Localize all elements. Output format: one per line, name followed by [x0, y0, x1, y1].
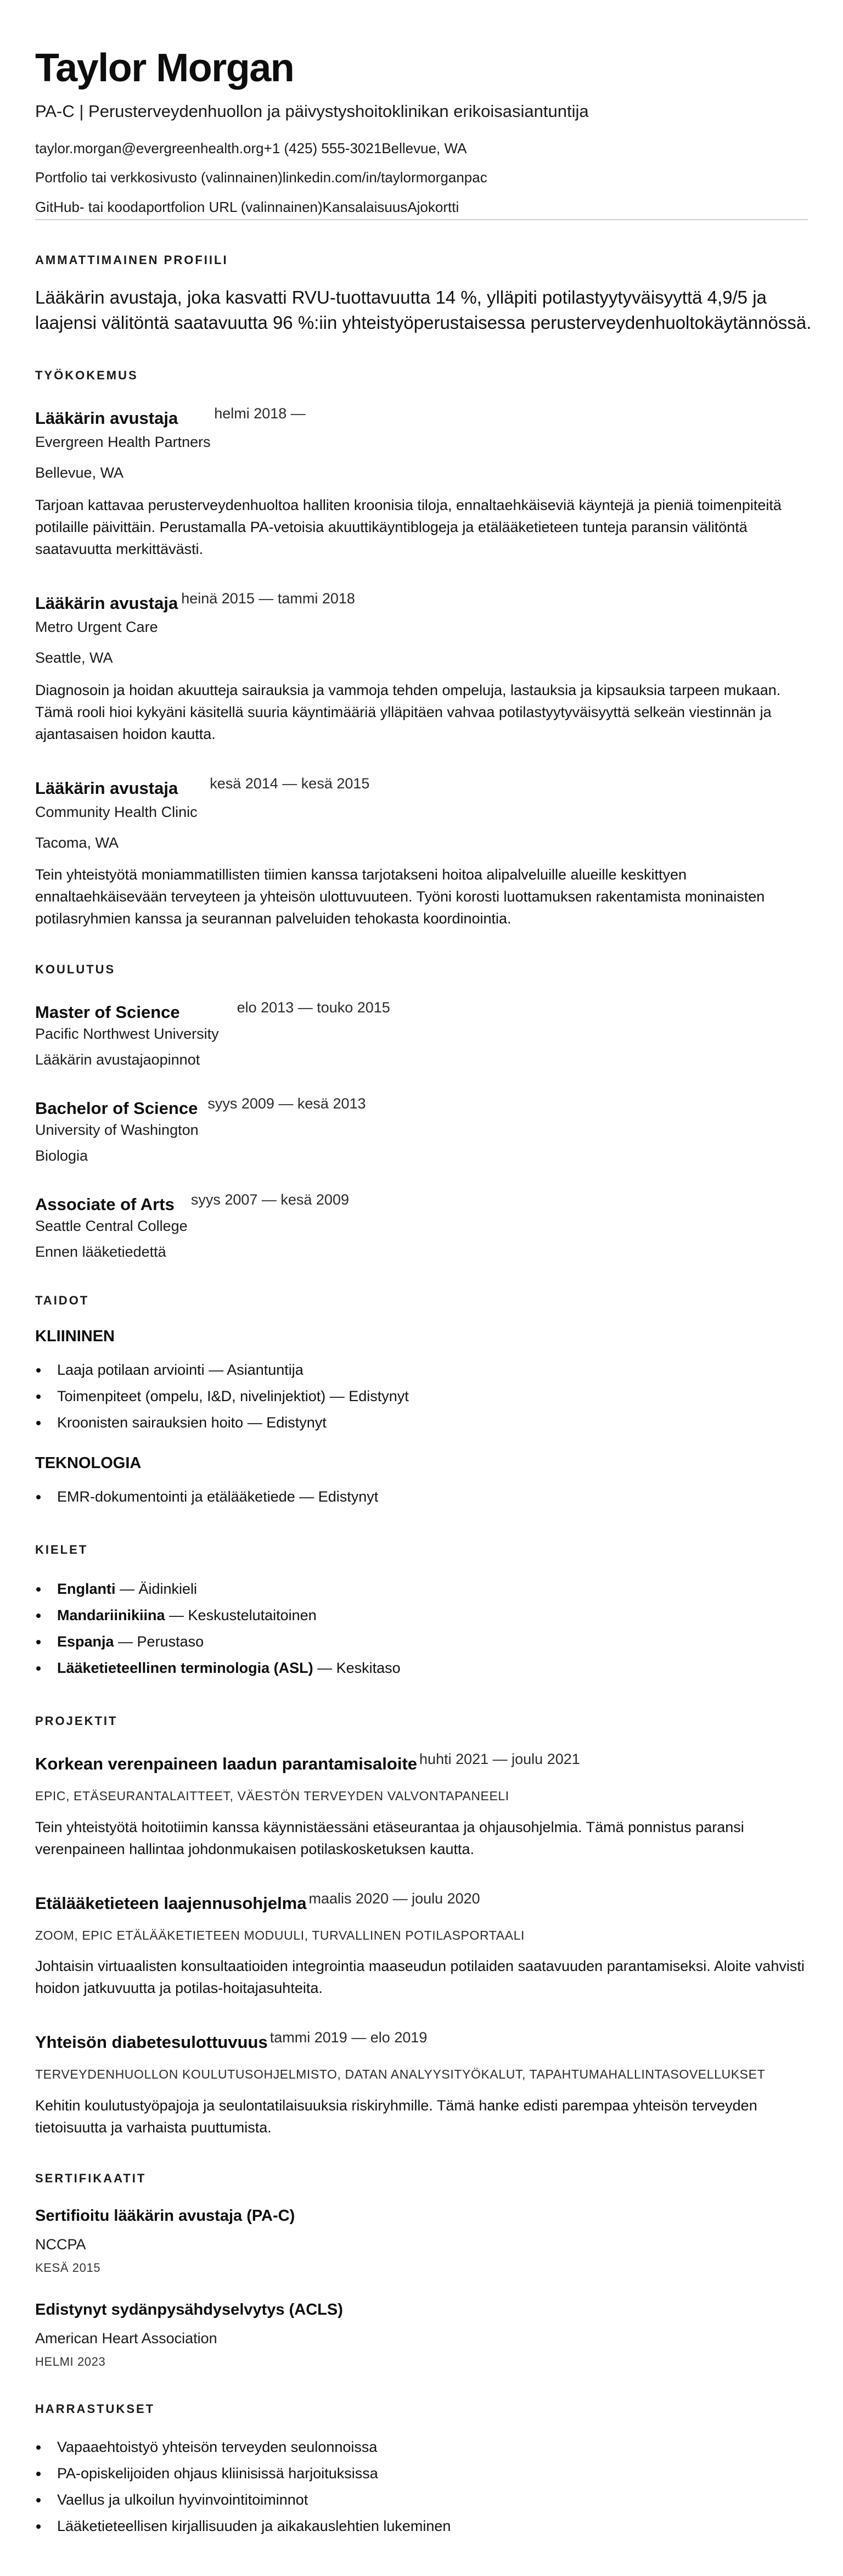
job-dates: helmi 2018 — [214, 405, 306, 422]
language-item [35, 1655, 808, 1681]
contact-line-primary [35, 140, 808, 157]
section-title-hobbies: HARRASTUKSET [35, 2402, 155, 2416]
resume-header [35, 0, 808, 220]
skill-group-clinical [35, 1328, 808, 1436]
experience-entry [35, 591, 808, 745]
company-name: Metro Urgent Care [35, 618, 158, 635]
job-location: Seattle, WA [35, 649, 113, 667]
job-title: Lääkärin avustaja [35, 593, 178, 613]
language-list [35, 1576, 808, 1681]
hobby-list [35, 2434, 808, 2539]
skill-item: EMR-dokumentointi ja etälääketiede — Edistynyt [35, 1483, 808, 1510]
certification-entry [35, 2207, 808, 2275]
language-level: — Keskitaso [313, 1660, 401, 1676]
experience-entry [35, 406, 808, 560]
project-description: Johtaisin virtuaalisten konsultaatioiden integrointia maaseudun potilaiden saatavuuden parantamiseksi. Aloite vahvisti hoidon jatkuvuutta ja potilas-hoitajasuhteita. [35, 1958, 805, 1997]
education-entry [35, 1000, 808, 1068]
certification-entry [35, 2300, 808, 2369]
profile-summary: Lääkärin avustaja, joka kasvatti RVU-tuottavuutta 14 %, ylläpiti potilastyytyväisyyttä 4,9/5 ja laajensi välitöntä saatavuutta 96 %:iin yhteistyöperustaisessa perusterveydenhuoltokäytännössä. [35, 287, 812, 333]
education-dates: syys 2009 — kesä 2013 [207, 1095, 366, 1112]
language-name: Englanti [57, 1581, 116, 1597]
location-text: Bellevue, WA [381, 140, 467, 157]
project-entry-header [35, 1891, 808, 1913]
project-entry-header [35, 2030, 808, 2052]
github-link[interactable]: GitHub- tai koodaportfolion URL (valinnainen) [35, 198, 323, 215]
language-level: — Äidinkieli [115, 1581, 198, 1597]
candidate-headline: PA-C | Perusterveydenhuollon ja päivystyshoitoklinikan erikoisasiantuntija [35, 102, 589, 121]
experience-entry-header [35, 591, 808, 613]
education-entry-header [35, 1192, 808, 1214]
school-name: University of Washington [35, 1122, 199, 1139]
contact-line-links [35, 169, 808, 186]
experience-entry-header [35, 776, 808, 798]
project-entry [35, 1891, 808, 2000]
company-name: Community Health Clinic [35, 803, 198, 820]
job-location: Tacoma, WA [35, 834, 119, 851]
portfolio-link[interactable]: Portfolio tai verkkosivusto (valinnainen) [35, 169, 283, 186]
job-dates: heinä 2015 — tammi 2018 [181, 590, 355, 607]
experience-entry [35, 776, 808, 930]
experience-section [35, 369, 808, 930]
section-title-skills: TAIDOT [35, 1293, 89, 1307]
candidate-name: Taylor Morgan [35, 46, 294, 90]
hobby-item: Vaellus ja ulkoilun hyvinvointitoiminnot [35, 2487, 808, 2513]
email-link[interactable]: taylor.morgan@evergreenhealth.org [35, 140, 264, 157]
project-description: Tein yhteistyötä hoitotiimin kanssa käynnistäessäni etäseurantaa ja ohjausohjelmia. Tämä ponnistus paransi verenpaineen hallintaa johdonmukaisen potilaskosketuksen kautta. [35, 1818, 744, 1857]
project-dates: maalis 2020 — joulu 2020 [308, 1890, 480, 1907]
skill-item: Laaja potilaan arviointi — Asiantuntija [35, 1357, 808, 1383]
certifications-section [35, 2172, 808, 2369]
education-dates: syys 2007 — kesä 2009 [190, 1191, 349, 1208]
hobby-item: Lääketieteellisen kirjallisuuden ja aikakauslehtien lukeminen [35, 2513, 808, 2539]
job-title: Lääkärin avustaja [35, 778, 178, 798]
section-title-certifications: SERTIFIKAATIT [35, 2171, 147, 2186]
section-title-education: KOULUTUS [35, 962, 116, 977]
job-description: Tein yhteistyötä moniammatillisten tiimien kanssa tarjotakseni hoitoa alipalveluille alueille keskittyen ennaltaehkäisevään terveyteen ja yhteisön ulottuvuuteen. Työni korosti luottamuksen rakentamista moninaisten potilasryhmien kanssa ja seurannan palveluiden tehokasta koordinointia. [35, 866, 765, 927]
experience-entry-header [35, 406, 808, 428]
certification-issuer: NCCPA [35, 2236, 86, 2253]
job-description: Diagnosoin ja hoidan akuutteja sairauksia ja vammoja tehden ompeluja, lastauksia ja kipsauksia tarpeen mukaan. Tämä rooli hioi kykyäni käsitellä suuria käyntimääriä ylläpitäen vahvaa potilastyytyväisyyttä selkeän viestinnän ja ajantasaisen hoidon kautta. [35, 681, 781, 742]
languages-section [35, 1544, 808, 1681]
education-dates: elo 2013 — touko 2015 [237, 999, 390, 1016]
certification-name: Sertifioitu lääkärin avustaja (PA-C) [35, 2207, 295, 2225]
certification-date: KESÄ 2015 [35, 2261, 101, 2275]
project-entry [35, 1751, 808, 1860]
job-description: Tarjoan kattavaa perusterveydenhuoltoa halliten kroonisia tiloja, ennaltaehkäiseviä käyntejä ja pieniä toimenpiteitä potilaille päivittäin. Perustamalla PA-vetoisia akuuttikäyntiblogeja ja etälääketieteen tunteja paransin välitöntä saatavuutta merkittävästi. [35, 496, 782, 557]
header-divider [35, 219, 808, 220]
school-name: Pacific Northwest University [35, 1026, 219, 1043]
skill-list [35, 1483, 808, 1510]
hobby-item: Vapaaehtoistyö yhteisön terveyden seulonnoissa [35, 2434, 808, 2460]
language-item [35, 1602, 808, 1628]
project-dates: tammi 2019 — elo 2019 [269, 2029, 428, 2046]
degree-title: Associate of Arts [35, 1195, 175, 1214]
language-name: Espanja [57, 1633, 114, 1650]
linkedin-link[interactable]: linkedin.com/in/taylormorganpac [282, 169, 487, 186]
project-technologies: ZOOM, EPIC ETÄLÄÄKETIETEEN MODUULI, TURVALLINEN POTILASPORTAALI [35, 1928, 525, 1942]
project-technologies: EPIC, ETÄSEURANTALAITTEET, VÄESTÖN TERVEYDEN VALVONTAPANEELI [35, 1789, 509, 1804]
section-title-experience: TYÖKOKEMUS [35, 368, 138, 382]
education-section [35, 964, 808, 1261]
job-location: Bellevue, WA [35, 464, 124, 481]
skill-list [35, 1357, 808, 1436]
project-dates: huhti 2021 — joulu 2021 [419, 1751, 580, 1767]
section-title-profile: AMMATTIMAINEN PROFIILI [35, 253, 228, 267]
skill-group-title: TEKNOLOGIA [35, 1454, 142, 1472]
field-of-study: Biologia [35, 1147, 88, 1164]
education-entry [35, 1192, 808, 1261]
projects-section [35, 1715, 808, 2138]
job-title: Lääkärin avustaja [35, 408, 178, 428]
contact-line-extra [35, 199, 808, 216]
certification-date: HELMI 2023 [35, 2355, 106, 2369]
language-name: Lääketieteellinen terminologia (ASL) [57, 1660, 313, 1676]
field-of-study: Lääkärin avustajaopinnot [35, 1051, 200, 1068]
project-description: Kehitin koulutustyöpajoja ja seulontatilaisuuksia riskiryhmille. Tämä hanke edisti parempaa yhteisön terveyden tietoisuutta ja varhaista puuttumista. [35, 2097, 757, 2136]
skill-group-technology [35, 1454, 808, 1510]
project-entry-header [35, 1751, 808, 1773]
education-entry-header [35, 1000, 808, 1022]
contact-block [35, 140, 808, 216]
section-title-languages: KIELET [35, 1543, 88, 1556]
degree-title: Bachelor of Science [35, 1099, 198, 1118]
project-name: Yhteisön diabetesulottuvuus [35, 2032, 268, 2052]
project-entry [35, 2030, 808, 2138]
company-name: Evergreen Health Partners [35, 433, 211, 450]
skill-item: Kroonisten sairauksien hoito — Edistynyt [35, 1409, 808, 1436]
certification-issuer: American Heart Association [35, 2330, 217, 2347]
hobby-item: PA-opiskelijoiden ohjaus kliinisissä harjoituksissa [35, 2460, 808, 2487]
education-entry-header [35, 1096, 808, 1118]
language-item [35, 1628, 808, 1655]
skill-item: Toimenpiteet (ompelu, I&D, nivelinjektiot) — Edistynyt [35, 1383, 808, 1409]
degree-title: Master of Science [35, 1003, 180, 1022]
license-text: Ajokortti [407, 198, 459, 215]
citizenship-text: Kansalaisuus [322, 198, 408, 215]
profile-section [35, 253, 812, 335]
skill-group-title: KLIININEN [35, 1328, 115, 1345]
project-technologies: TERVEYDENHUOLLON KOULUTUSOHJELMISTO, DATAN ANALYYSITYÖKALUT, TAPAHTUMAHALLINTASOVELLUKSET [35, 2067, 766, 2082]
phone-link[interactable]: +1 (425) 555-3021 [263, 140, 382, 157]
language-name: Mandariinikiina [57, 1607, 165, 1623]
section-title-projects: PROJEKTIT [35, 1714, 118, 1728]
language-level: — Keskustelutaitoinen [165, 1607, 317, 1623]
language-item [35, 1576, 808, 1602]
language-level: — Perustaso [114, 1633, 204, 1650]
project-name: Etälääketieteen laajennusohjelma [35, 1893, 307, 1913]
certification-name: Edistynyt sydänpysähdyselvytys (ACLS) [35, 2301, 343, 2319]
school-name: Seattle Central College [35, 1218, 188, 1235]
job-dates: kesä 2014 — kesä 2015 [210, 775, 370, 792]
skills-section [35, 1295, 808, 1510]
project-name: Korkean verenpaineen laadun parantamisaloite [35, 1754, 418, 1773]
education-entry [35, 1096, 808, 1164]
field-of-study: Ennen lääketiedettä [35, 1243, 166, 1260]
hobbies-section [35, 2403, 808, 2539]
